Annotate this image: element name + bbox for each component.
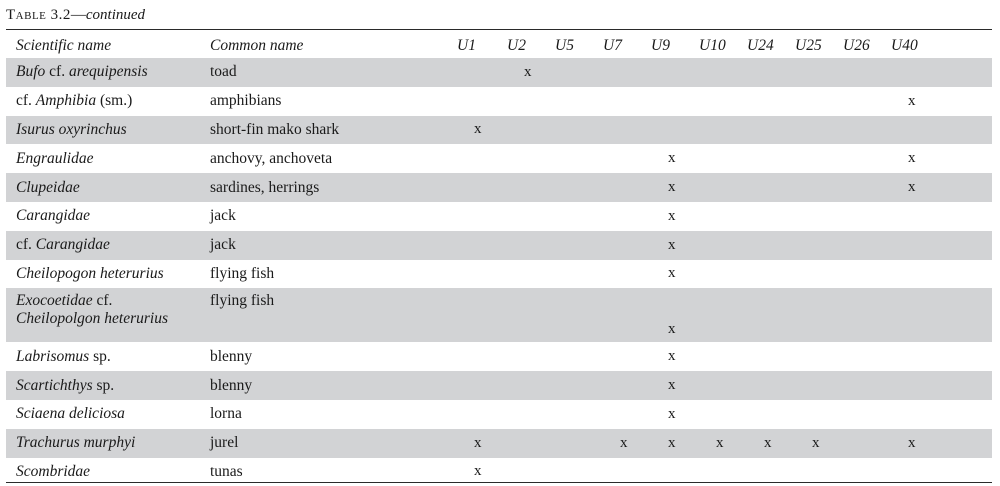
empty-cell xyxy=(889,400,992,429)
common-name-cell: blenny xyxy=(210,347,253,365)
header-unit: U7 xyxy=(603,37,622,54)
empty-cell xyxy=(697,116,745,145)
scientific-name-qualifier: sp. xyxy=(92,376,115,394)
empty-cell xyxy=(455,342,505,371)
empty-cell xyxy=(697,458,745,486)
empty-cell xyxy=(455,173,505,202)
presence-mark: x xyxy=(505,58,553,87)
scientific-name-italic: Cheilopolgon heterurius xyxy=(16,310,168,328)
empty-cell xyxy=(793,144,841,173)
empty-cell xyxy=(793,371,841,400)
scientific-name-cell xyxy=(6,400,210,429)
presence-mark: x xyxy=(455,429,505,458)
empty-cell xyxy=(697,231,745,260)
empty-cell xyxy=(553,429,601,458)
scientific-name-qualifier: sp. xyxy=(89,347,111,365)
empty-cell xyxy=(505,116,553,145)
empty-cell xyxy=(793,342,841,371)
presence-mark: x xyxy=(668,150,676,167)
empty-cell xyxy=(697,400,745,429)
empty-cell xyxy=(697,87,745,116)
empty-cell xyxy=(601,231,649,260)
header-unit: U1 xyxy=(457,37,476,54)
scientific-name-italic: Sciaena deliciosa xyxy=(16,405,125,423)
scientific-name-cell xyxy=(6,58,210,87)
empty-cell xyxy=(697,371,745,400)
scientific-name-qualifier: cf. xyxy=(45,63,69,81)
empty-cell xyxy=(601,458,649,486)
species-table xyxy=(6,34,992,486)
empty-cell xyxy=(745,342,793,371)
table-row xyxy=(6,371,992,400)
empty-cell xyxy=(697,202,745,231)
empty-cell xyxy=(793,116,841,145)
header-scientific-name: Scientific name xyxy=(16,37,112,54)
empty-cell xyxy=(793,458,841,486)
common-name-cell: jack xyxy=(210,207,236,225)
header-unit: U2 xyxy=(507,37,526,54)
common-name-cell: blenny xyxy=(210,371,455,400)
common-name-cell: jurel xyxy=(210,429,455,458)
presence-mark: x xyxy=(908,92,916,109)
empty-cell xyxy=(793,260,841,289)
empty-cell xyxy=(889,202,992,231)
scientific-name-cell xyxy=(6,231,210,260)
scientific-name-qualifier: cf. xyxy=(16,92,36,110)
scientific-name-italic: Cheilopogon heterurius xyxy=(16,264,164,282)
presence-mark: x xyxy=(793,429,841,458)
scientific-name-qualifier: cf. xyxy=(92,292,113,310)
empty-cell xyxy=(505,342,553,371)
presence-mark: x xyxy=(889,429,992,458)
empty-cell xyxy=(553,173,601,202)
presence-mark: x xyxy=(601,429,649,458)
scientific-name-cell xyxy=(6,202,210,231)
common-name-cell: sardines, herrings xyxy=(210,173,455,202)
table-row xyxy=(6,342,992,371)
empty-cell xyxy=(553,144,601,173)
empty-cell xyxy=(889,116,992,145)
empty-cell xyxy=(601,173,649,202)
empty-cell xyxy=(889,288,992,342)
empty-cell xyxy=(841,87,889,116)
scientific-name-cell xyxy=(6,429,210,458)
empty-cell xyxy=(745,202,793,231)
empty-cell xyxy=(649,58,697,87)
scientific-name-cell xyxy=(6,173,210,202)
scientific-name-cell xyxy=(6,260,210,289)
common-name-cell: anchovy, anchoveta xyxy=(210,149,333,167)
scientific-name-italic: Isurus oxyrinchus xyxy=(16,120,127,138)
empty-cell xyxy=(889,342,992,371)
empty-cell xyxy=(601,400,649,429)
presence-mark: x xyxy=(649,288,697,342)
table-row xyxy=(6,260,992,289)
empty-cell xyxy=(553,458,601,486)
scientific-name-italic: Bufo xyxy=(16,63,46,81)
common-name-cell: jack xyxy=(210,231,455,260)
scientific-name-italic: Carangidae xyxy=(35,236,110,254)
scientific-name-italic: Engraulidae xyxy=(16,149,94,167)
empty-cell xyxy=(505,260,553,289)
empty-cell xyxy=(601,202,649,231)
scientific-name-italic: Scartichthys xyxy=(16,376,93,394)
empty-cell xyxy=(745,144,793,173)
header-unit: U10 xyxy=(699,37,726,54)
table-row xyxy=(6,458,992,486)
empty-cell xyxy=(841,144,889,173)
empty-cell xyxy=(697,260,745,289)
empty-cell xyxy=(697,342,745,371)
empty-cell xyxy=(793,87,841,116)
empty-cell xyxy=(841,288,889,342)
empty-cell xyxy=(455,371,505,400)
scientific-name-cell xyxy=(6,87,210,116)
empty-cell xyxy=(601,87,649,116)
table-row xyxy=(6,144,992,173)
presence-mark: x xyxy=(908,150,916,167)
empty-cell xyxy=(697,144,745,173)
empty-cell xyxy=(841,458,889,486)
scientific-name-italic: Carangidae xyxy=(16,207,91,225)
empty-cell xyxy=(455,260,505,289)
presence-mark: x xyxy=(668,405,676,422)
empty-cell xyxy=(745,400,793,429)
header-row xyxy=(6,34,992,58)
scientific-name-cell xyxy=(6,371,210,400)
empty-cell xyxy=(553,342,601,371)
scientific-name-qualifier: cf. xyxy=(16,236,36,254)
table-body xyxy=(6,58,992,486)
table-number: Table 3.2 xyxy=(6,7,71,23)
empty-cell xyxy=(601,58,649,87)
empty-cell xyxy=(649,87,697,116)
empty-cell xyxy=(601,288,649,342)
empty-cell xyxy=(793,288,841,342)
scientific-name-italic: Trachurus murphyi xyxy=(16,434,136,452)
empty-cell xyxy=(745,371,793,400)
empty-cell xyxy=(841,116,889,145)
scientific-name-italic: arequipensis xyxy=(68,63,148,81)
empty-cell xyxy=(841,58,889,87)
empty-cell xyxy=(601,116,649,145)
scientific-name-italic: Exocoetidae xyxy=(16,292,93,310)
common-name-cell: toad xyxy=(210,58,455,87)
scientific-name-italic: Clupeidae xyxy=(16,178,80,196)
empty-cell xyxy=(841,260,889,289)
header-common-name: Common name xyxy=(210,37,304,54)
common-name-cell: flying fish xyxy=(210,288,455,342)
presence-mark: x xyxy=(697,429,745,458)
empty-cell xyxy=(697,288,745,342)
empty-cell xyxy=(505,288,553,342)
empty-cell xyxy=(553,116,601,145)
table-row xyxy=(6,173,992,202)
empty-cell xyxy=(745,260,793,289)
empty-cell xyxy=(455,202,505,231)
scientific-name-italic: Labrisomus xyxy=(16,347,90,365)
table-row xyxy=(6,288,992,342)
empty-cell xyxy=(455,400,505,429)
empty-cell xyxy=(889,371,992,400)
scientific-name-italic: Amphibia xyxy=(35,92,97,110)
presence-mark: x xyxy=(649,429,697,458)
header-unit: U24 xyxy=(747,37,774,54)
common-name-cell: flying fish xyxy=(210,264,275,282)
top-rule xyxy=(6,29,992,30)
empty-cell xyxy=(505,173,553,202)
empty-cell xyxy=(697,173,745,202)
scientific-name-cell xyxy=(6,342,210,371)
table-row xyxy=(6,87,992,116)
empty-cell xyxy=(455,144,505,173)
presence-mark: x xyxy=(649,173,697,202)
empty-cell xyxy=(841,202,889,231)
empty-cell xyxy=(505,458,553,486)
presence-mark: x xyxy=(889,173,992,202)
scientific-name-cell xyxy=(6,288,210,342)
scientific-name-cell xyxy=(6,144,210,173)
header-unit: U5 xyxy=(555,37,574,54)
presence-mark: x xyxy=(668,207,676,224)
empty-cell xyxy=(601,144,649,173)
empty-cell xyxy=(505,429,553,458)
table-row xyxy=(6,429,992,458)
empty-cell xyxy=(455,231,505,260)
empty-cell xyxy=(841,231,889,260)
empty-cell xyxy=(745,87,793,116)
scientific-name-qualifier: (sm.) xyxy=(96,92,133,110)
empty-cell xyxy=(793,400,841,429)
table-row xyxy=(6,231,992,260)
empty-cell xyxy=(841,429,889,458)
empty-cell xyxy=(553,58,601,87)
empty-cell xyxy=(841,400,889,429)
table-row xyxy=(6,58,992,87)
empty-cell xyxy=(505,87,553,116)
header-unit: U25 xyxy=(795,37,822,54)
header-unit: U9 xyxy=(651,37,670,54)
presence-mark: x xyxy=(668,265,676,282)
empty-cell xyxy=(793,58,841,87)
scientific-name-cell xyxy=(6,458,210,486)
empty-cell xyxy=(841,371,889,400)
empty-cell xyxy=(745,231,793,260)
empty-cell xyxy=(745,288,793,342)
empty-cell xyxy=(455,58,505,87)
table-row xyxy=(6,202,992,231)
empty-cell xyxy=(841,173,889,202)
presence-mark: x xyxy=(649,231,697,260)
empty-cell xyxy=(505,231,553,260)
table-row xyxy=(6,116,992,145)
empty-cell xyxy=(745,173,793,202)
empty-cell xyxy=(649,116,697,145)
empty-cell xyxy=(793,173,841,202)
presence-mark: x xyxy=(649,371,697,400)
empty-cell xyxy=(553,202,601,231)
common-name-cell: short-fin mako shark xyxy=(210,116,455,145)
empty-cell xyxy=(889,458,992,486)
empty-cell xyxy=(505,400,553,429)
empty-cell xyxy=(793,202,841,231)
common-name-cell: lorna xyxy=(210,405,242,423)
presence-mark: x xyxy=(474,463,482,480)
empty-cell xyxy=(841,342,889,371)
common-name-cell: tunas xyxy=(210,462,243,480)
empty-cell xyxy=(553,400,601,429)
empty-cell xyxy=(505,202,553,231)
empty-cell xyxy=(601,260,649,289)
header-unit: U26 xyxy=(843,37,870,54)
presence-mark: x xyxy=(745,429,793,458)
empty-cell xyxy=(793,231,841,260)
continued-label: continued xyxy=(85,7,146,23)
presence-mark: x xyxy=(668,348,676,365)
empty-cell xyxy=(697,58,745,87)
empty-cell xyxy=(745,458,793,486)
empty-cell xyxy=(553,371,601,400)
empty-cell xyxy=(553,288,601,342)
header-unit: U40 xyxy=(891,37,918,54)
empty-cell xyxy=(745,58,793,87)
empty-cell xyxy=(889,231,992,260)
empty-cell xyxy=(505,144,553,173)
empty-cell xyxy=(745,116,793,145)
common-name-cell: amphibians xyxy=(210,92,282,110)
table-caption: Table 3.2—continued xyxy=(6,7,146,23)
empty-cell xyxy=(601,342,649,371)
empty-cell xyxy=(889,260,992,289)
presence-mark: x xyxy=(455,116,505,145)
scientific-name-cell xyxy=(6,116,210,145)
scientific-name-italic: Scombridae xyxy=(16,462,91,480)
empty-cell xyxy=(505,371,553,400)
empty-cell xyxy=(649,458,697,486)
empty-cell xyxy=(553,87,601,116)
empty-cell xyxy=(889,58,992,87)
table-row xyxy=(6,400,992,429)
empty-cell xyxy=(553,231,601,260)
empty-cell xyxy=(553,260,601,289)
empty-cell xyxy=(455,288,505,342)
empty-cell xyxy=(455,87,505,116)
empty-cell xyxy=(601,371,649,400)
